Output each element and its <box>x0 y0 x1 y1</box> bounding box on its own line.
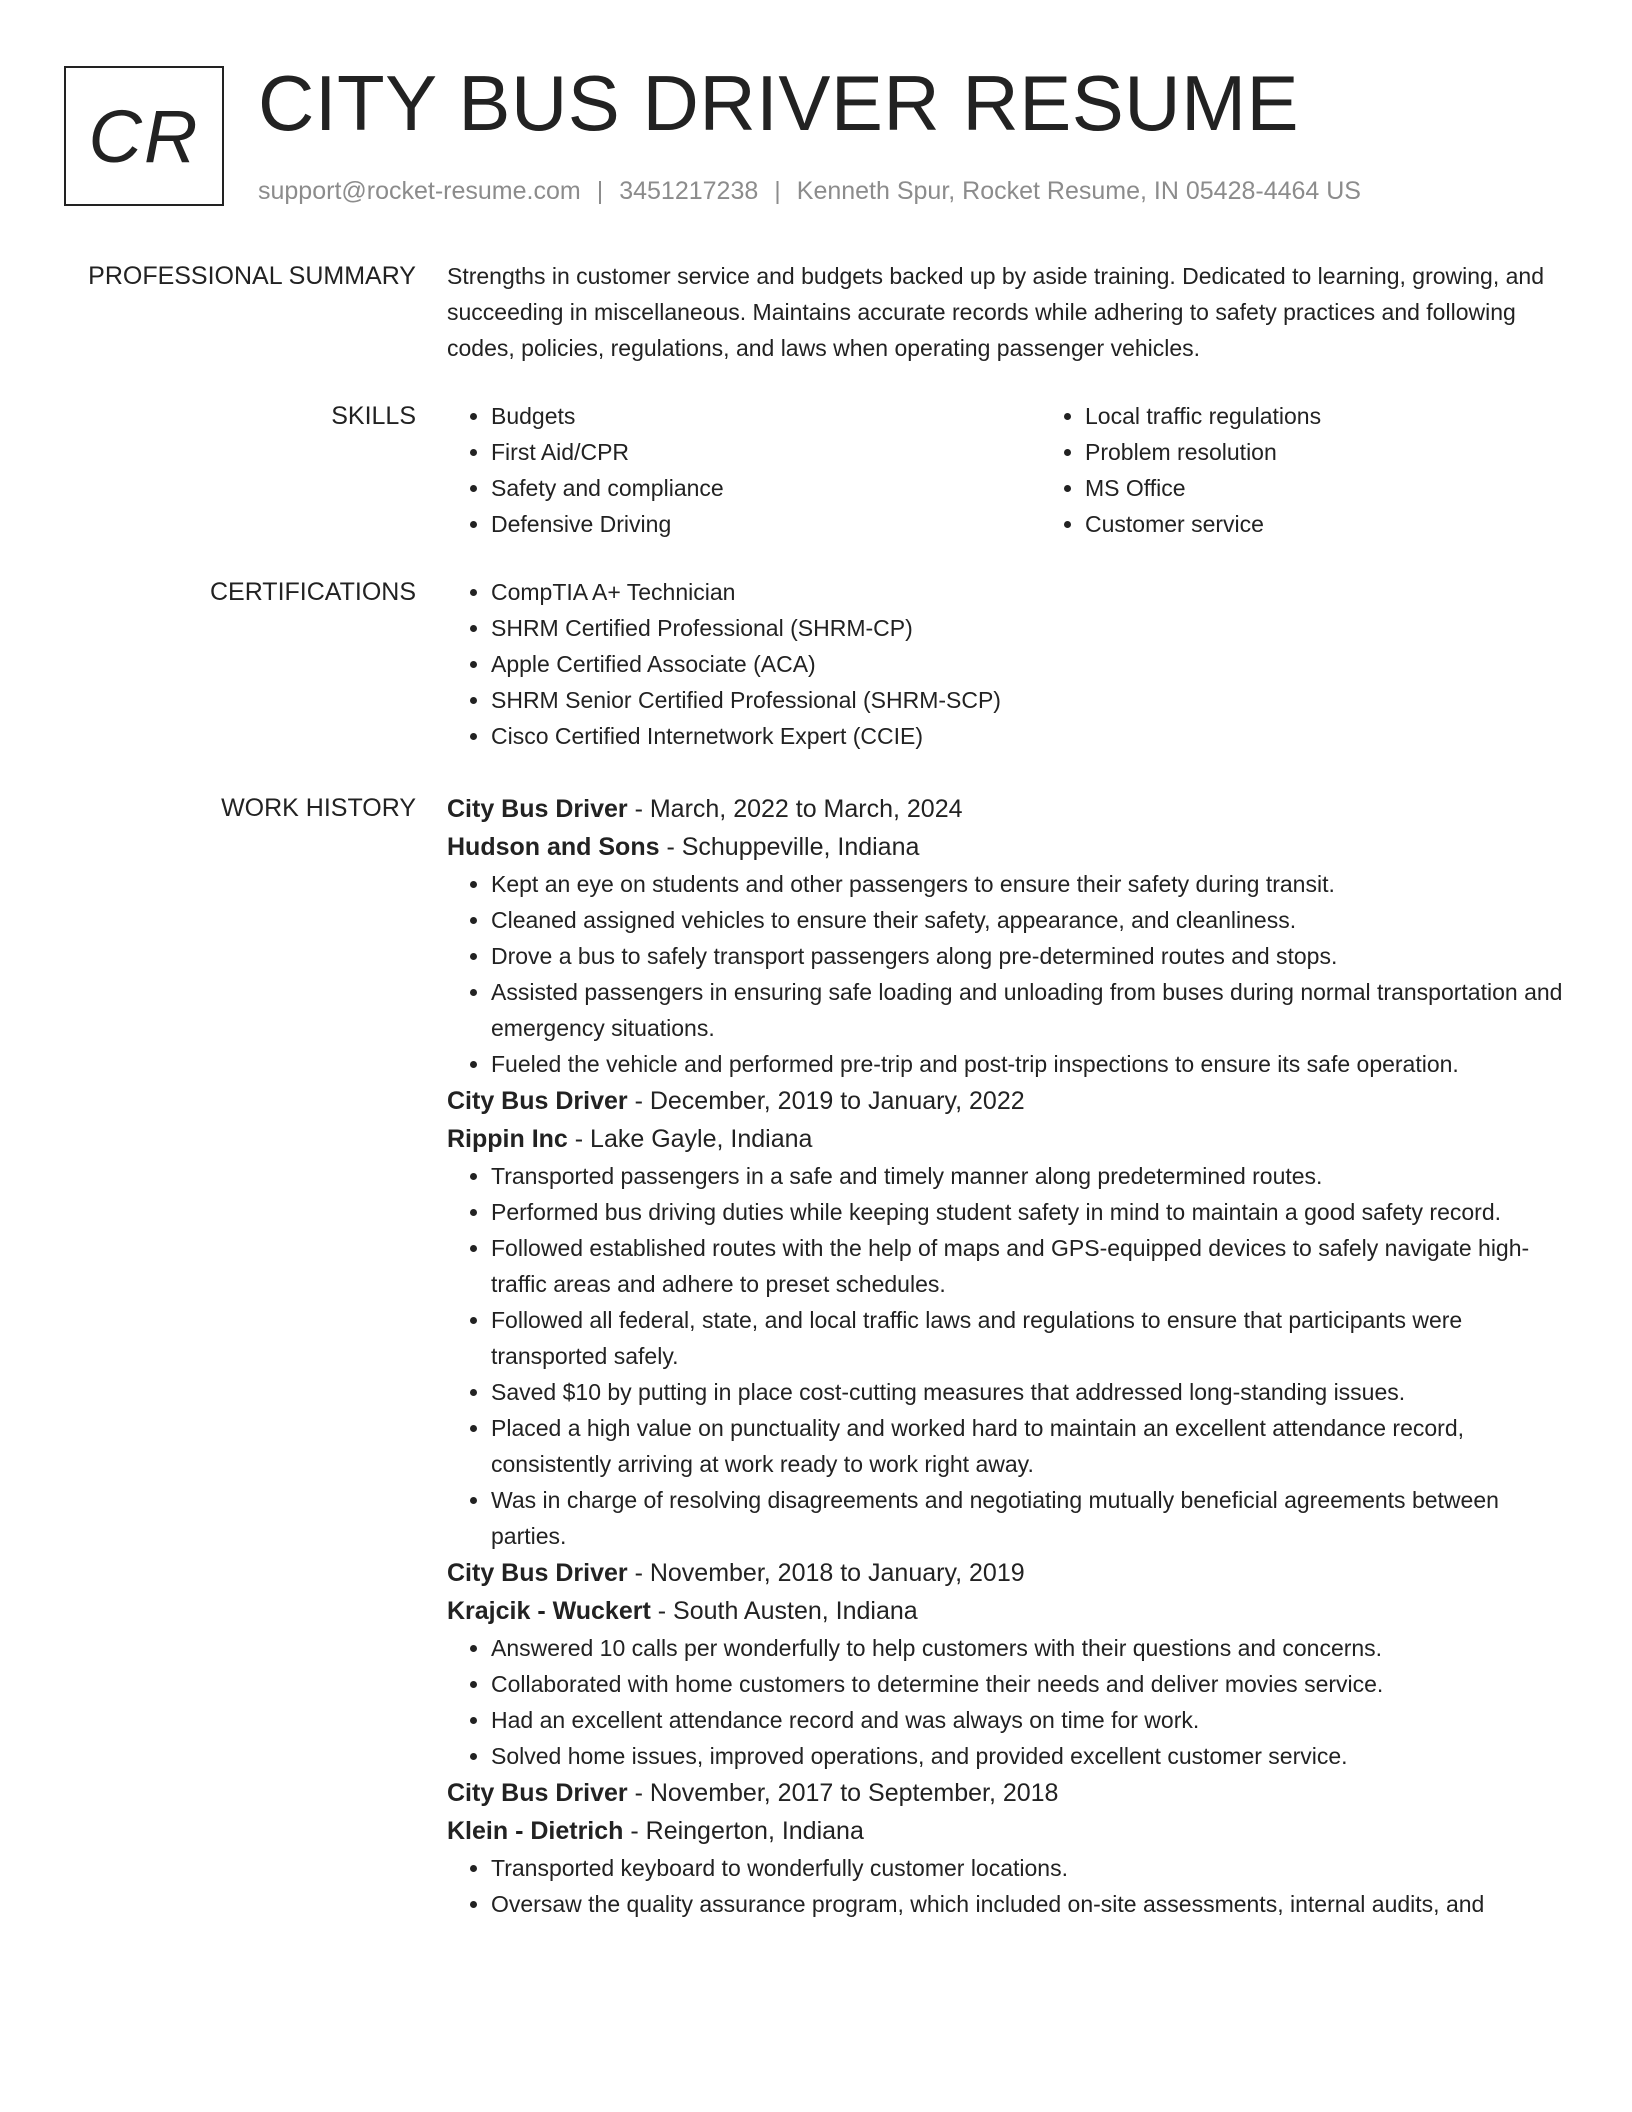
job-entry <box>447 1554 1567 1774</box>
job-dates: November, 2018 to January, 2019 <box>649 1559 1025 1587</box>
job-duty: • Transported passengers in a safe and timely manner along predetermined routes. <box>491 1158 1567 1194</box>
job-title: City Bus Driver <box>447 795 628 823</box>
job-company: Krajcik - Wuckert <box>447 1597 651 1625</box>
job-duties-list <box>447 1158 1567 1554</box>
job-duty: • Had an excellent attendance record and was always on time for work. <box>491 1702 1567 1738</box>
job-dash: - <box>627 1087 650 1115</box>
monogram-logo: CR <box>64 66 224 206</box>
job-duty: • Solved home issues, improved operations, and provided excellent customer service. <box>491 1738 1567 1774</box>
job-duty: • Followed established routes with the help of maps and GPS-equipped devices to safely navigate high-traffic areas and adhere to preset schedules. <box>491 1230 1567 1302</box>
job-location: Lake Gayle, Indiana <box>590 1125 813 1153</box>
skill-item: • Safety and compliance <box>491 470 1041 506</box>
certification-item: • Apple Certified Associate (ACA) <box>491 646 1567 682</box>
job-entry <box>447 790 1567 1082</box>
job-dates: November, 2017 to September, 2018 <box>649 1779 1059 1807</box>
contact-separator: | <box>596 177 604 205</box>
skills-body <box>447 398 1567 542</box>
contact-email: support@rocket-resume.com <box>258 177 581 205</box>
certification-item: • SHRM Senior Certified Professional (SHRM-SCP) <box>491 682 1567 718</box>
section-label-certifications: CERTIFICATIONS <box>209 578 416 606</box>
job-duty: • Performed bus driving duties while keeping student safety in mind to maintain a good safety record. <box>491 1194 1567 1230</box>
job-duty: • Saved $10 by putting in place cost-cutting measures that addressed long-standing issues. <box>491 1374 1567 1410</box>
work-history-body <box>447 790 1567 1922</box>
skill-item: • First Aid/CPR <box>491 434 1041 470</box>
job-title: City Bus Driver <box>447 1559 628 1587</box>
job-title: City Bus Driver <box>447 1087 628 1115</box>
job-dash: - <box>567 1125 591 1153</box>
job-duty: • Drove a bus to safely transport passengers along pre-determined routes and stops. <box>491 938 1567 974</box>
contact-line <box>258 174 1361 208</box>
section-label-summary: PROFESSIONAL SUMMARY <box>88 262 416 290</box>
resume-title: CITY BUS DRIVER RESUME <box>258 59 1300 147</box>
job-duties-list <box>447 866 1567 1082</box>
job-title-line <box>447 790 1567 828</box>
skill-item: • Budgets <box>491 398 1041 434</box>
job-duties-list <box>447 1630 1567 1774</box>
certification-item: • Cisco Certified Internetwork Expert (CCIE) <box>491 718 1567 754</box>
job-company-line <box>447 1812 1567 1850</box>
skill-item: • Customer service <box>1085 506 1632 542</box>
summary-text: Strengths in customer service and budgets backed up by aside training. Dedicated to learning, growing, and succeeding in miscellaneous. Maintains accurate records while adhering to safety practices and following codes, policies, regulations, and laws when operating passenger vehicles. <box>447 263 1544 361</box>
job-company: Rippin Inc <box>447 1125 568 1153</box>
job-company-line <box>447 828 1567 866</box>
job-title-line <box>447 1554 1567 1592</box>
job-dash: - <box>627 1559 650 1587</box>
job-duty: • Fueled the vehicle and performed pre-trip and post-trip inspections to ensure its safe operation. <box>491 1046 1567 1082</box>
job-title-line <box>447 1082 1567 1120</box>
job-company-line <box>447 1592 1567 1630</box>
skills-grid <box>447 398 1567 542</box>
job-duty: • Placed a high value on punctuality and worked hard to maintain an excellent attendance record, consistently arriving at work ready to work right away. <box>491 1410 1567 1482</box>
job-title: City Bus Driver <box>447 1779 628 1807</box>
certifications-list <box>447 574 1567 754</box>
certification-item: • SHRM Certified Professional (SHRM-CP) <box>491 610 1567 646</box>
job-duties-list <box>447 1850 1567 1922</box>
job-duty: • Assisted passengers in ensuring safe loading and unloading from buses during normal transportation and emergency situations. <box>491 974 1567 1046</box>
section-label-skills: SKILLS <box>331 402 416 430</box>
job-title-line <box>447 1774 1567 1812</box>
skill-item: • Problem resolution <box>1085 434 1632 470</box>
job-company-line <box>447 1120 1567 1158</box>
job-dash: - <box>627 795 650 823</box>
job-company: Hudson and Sons <box>447 833 660 861</box>
job-duty: • Cleaned assigned vehicles to ensure their safety, appearance, and cleanliness. <box>491 902 1567 938</box>
skills-column-1 <box>447 398 1041 542</box>
job-entry <box>447 1082 1567 1554</box>
summary-body <box>447 258 1567 366</box>
skill-item: • Defensive Driving <box>491 506 1041 542</box>
job-dash: - <box>650 1597 674 1625</box>
job-dates: December, 2019 to January, 2022 <box>649 1087 1025 1115</box>
job-duty: • Answered 10 calls per wonderfully to help customers with their questions and concerns. <box>491 1630 1567 1666</box>
contact-separator: | <box>774 177 781 205</box>
contact-phone: 3451217238 <box>619 177 759 205</box>
job-location: Reingerton, Indiana <box>645 1817 864 1845</box>
skill-item: • MS Office <box>1085 470 1632 506</box>
job-duty: • Kept an eye on students and other passengers to ensure their safety during transit. <box>491 866 1567 902</box>
job-entry <box>447 1774 1567 1922</box>
job-duty: • Was in charge of resolving disagreements and negotiating mutually beneficial agreements between parties. <box>491 1482 1567 1554</box>
certifications-body <box>447 574 1567 754</box>
job-dash: - <box>659 833 682 861</box>
job-dash: - <box>623 1817 646 1845</box>
skill-item: • Local traffic regulations <box>1085 398 1632 434</box>
section-label-work-history: WORK HISTORY <box>221 794 416 822</box>
skills-column-2 <box>1041 398 1632 542</box>
job-company: Klein - Dietrich <box>447 1817 624 1845</box>
job-duty: • Collaborated with home customers to determine their needs and deliver movies service. <box>491 1666 1567 1702</box>
job-duty: • Oversaw the quality assurance program, which included on-site assessments, internal audits, and <box>491 1886 1567 1922</box>
job-location: South Austen, Indiana <box>673 1597 918 1625</box>
job-location: Schuppeville, Indiana <box>681 833 920 861</box>
job-dash: - <box>627 1779 650 1807</box>
job-duty: • Transported keyboard to wonderfully customer locations. <box>491 1850 1567 1886</box>
contact-address: Kenneth Spur, Rocket Resume, IN 05428-4464 US <box>796 177 1361 205</box>
certification-item: • CompTIA A+ Technician <box>491 574 1567 610</box>
job-duty: • Followed all federal, state, and local traffic laws and regulations to ensure that participants were transported safely. <box>491 1302 1567 1374</box>
job-dates: March, 2022 to March, 2024 <box>649 795 963 823</box>
